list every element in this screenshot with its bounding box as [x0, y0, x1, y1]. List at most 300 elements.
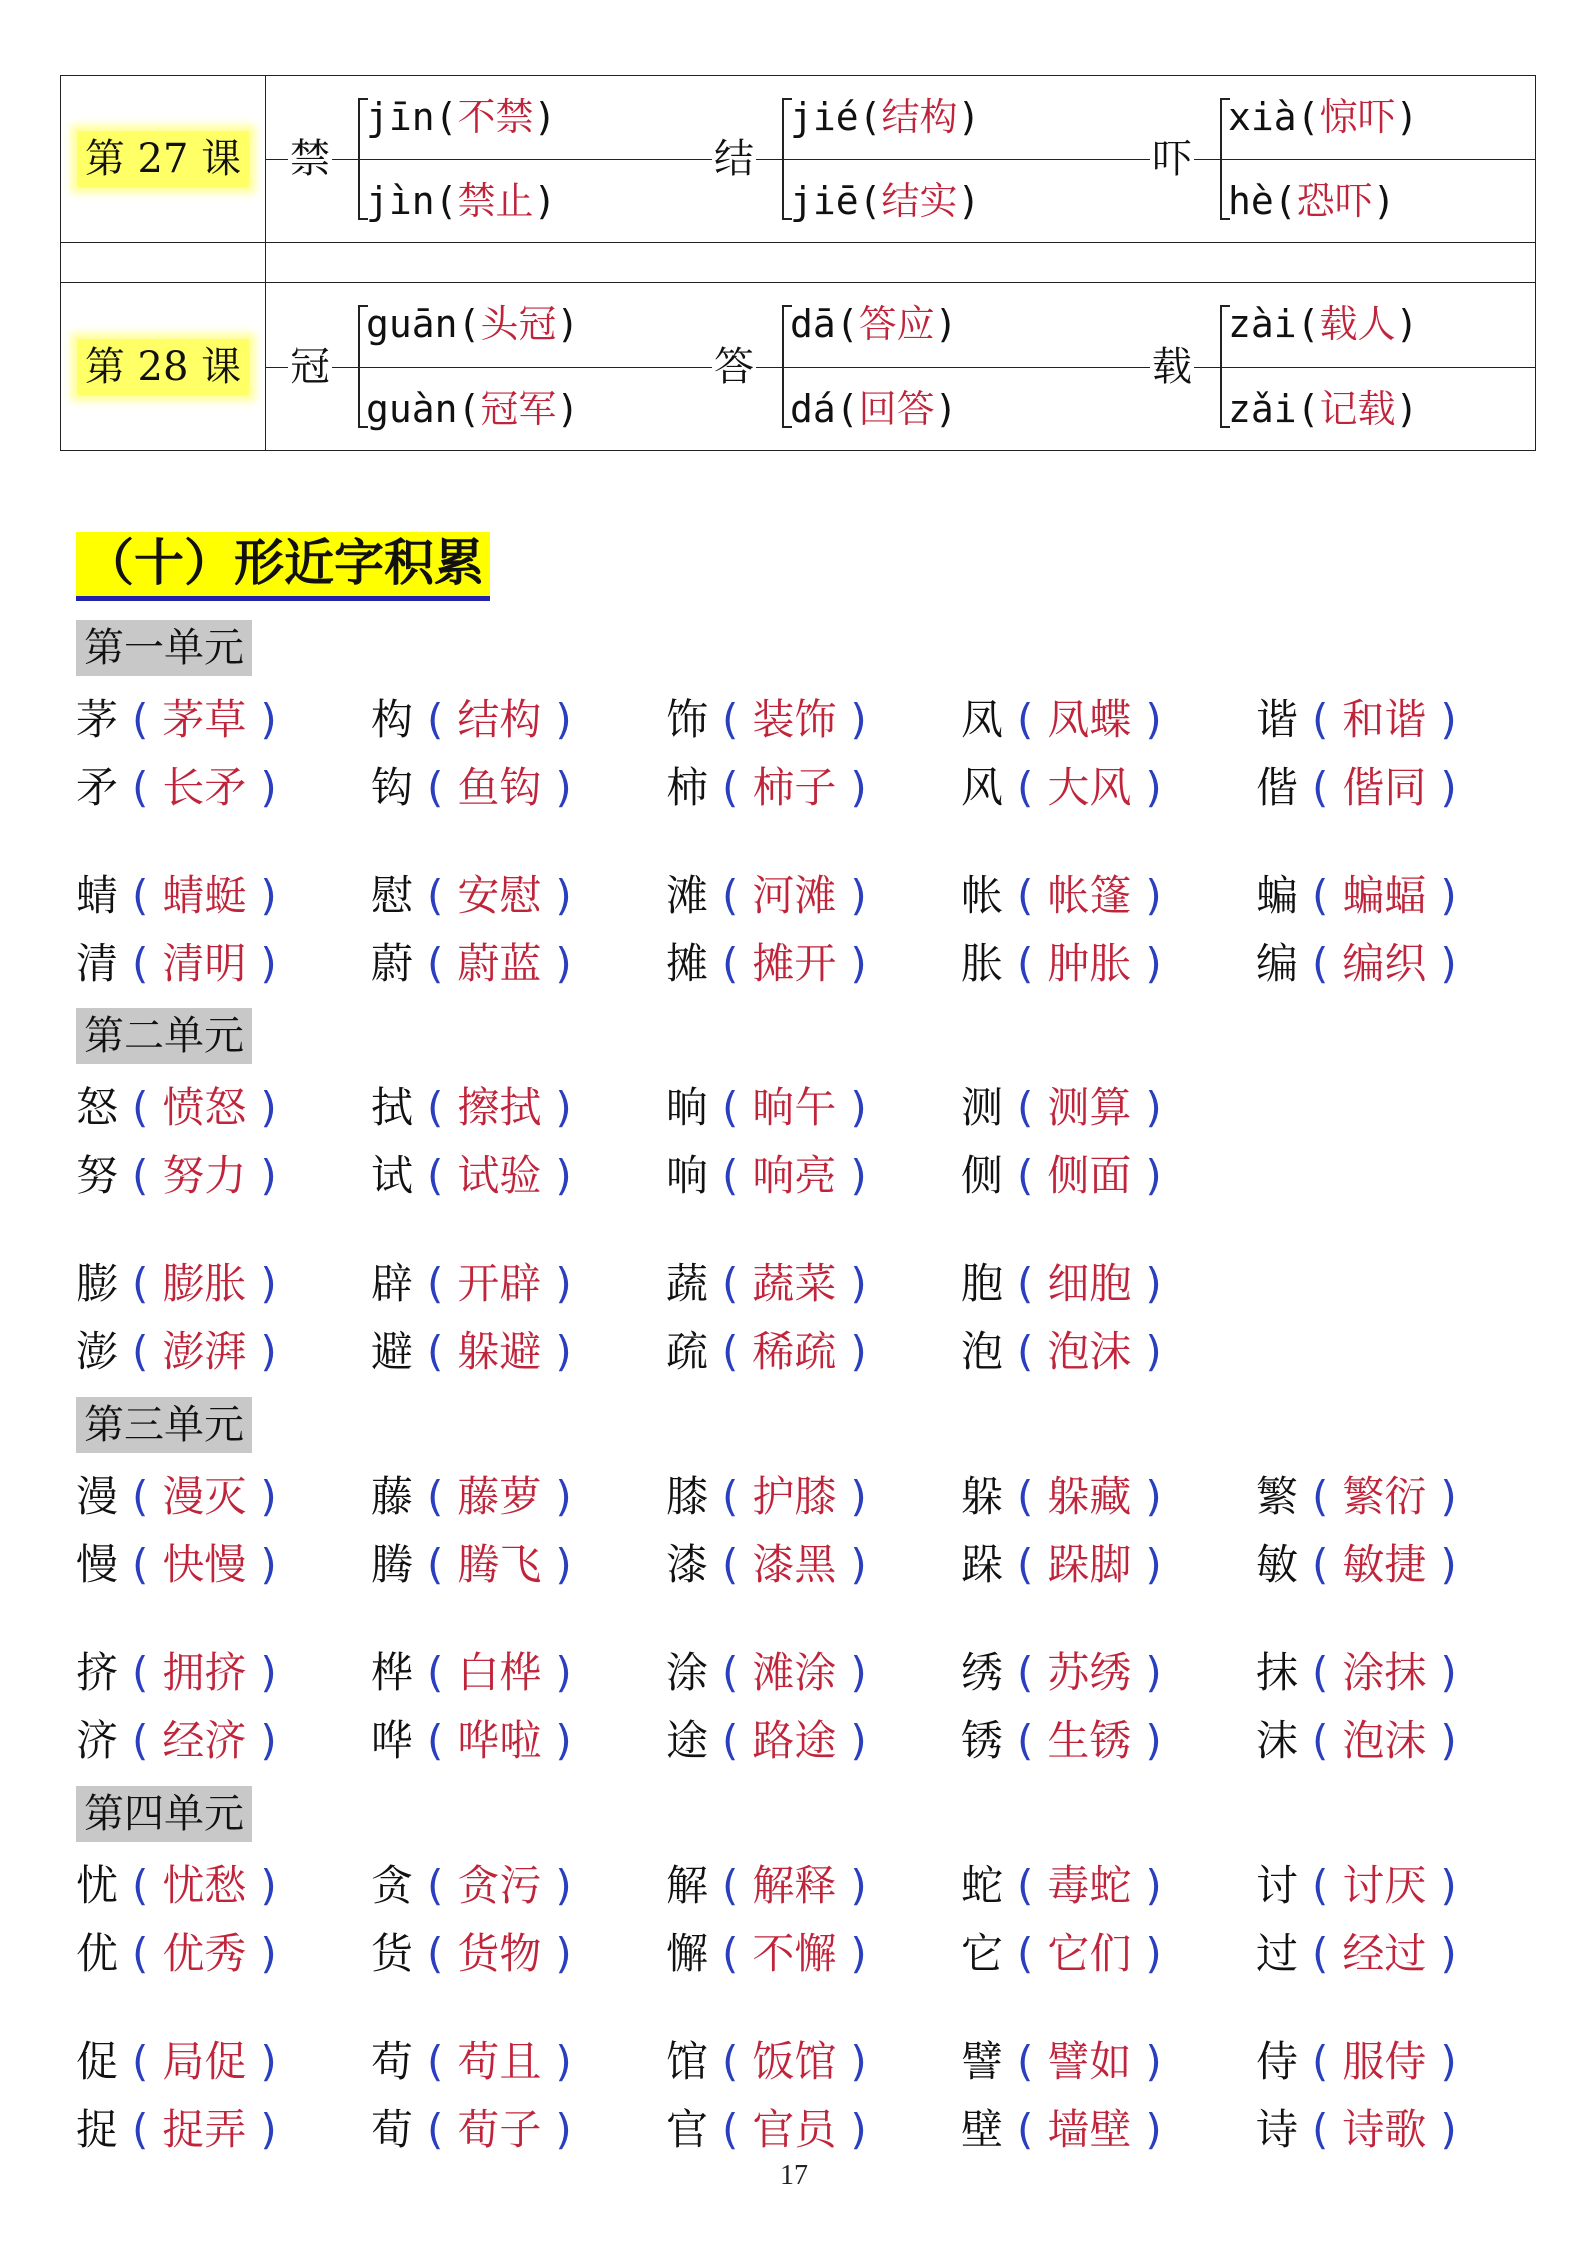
- character: 偕: [1256, 763, 1299, 812]
- open-paren: (: [1312, 2037, 1329, 2086]
- close-paren: ): [850, 1151, 867, 1200]
- character-entry: [76, 1256, 291, 1312]
- character-row: [76, 1926, 1536, 1982]
- example-word: 躲避: [457, 1327, 542, 1376]
- character-row: [76, 2034, 1536, 2090]
- character: 抹: [1256, 1648, 1299, 1697]
- reading-top: guān(头冠): [366, 302, 580, 346]
- character: 官: [666, 2105, 709, 2154]
- open-paren: (: [427, 1151, 444, 1200]
- example-word: 哗啦: [457, 1716, 542, 1765]
- open-paren: (: [722, 695, 739, 744]
- open-paren: (: [132, 1540, 149, 1589]
- character: 捉: [76, 2105, 119, 2154]
- reading-bottom: zǎi(记载): [1228, 387, 1419, 431]
- open-paren: (: [1017, 1151, 1034, 1200]
- character: 膨: [76, 1259, 119, 1308]
- close-paren: ): [850, 1540, 867, 1589]
- open-paren: (: [1017, 763, 1034, 812]
- character-entry: [666, 1858, 881, 1914]
- example-word: 河滩: [752, 871, 837, 920]
- character-row: [76, 2102, 1536, 2158]
- character-entry: [961, 1148, 1176, 1204]
- character-entry: [76, 1537, 291, 1593]
- close-paren: ): [850, 1929, 867, 1978]
- poly-char: 禁: [290, 136, 330, 182]
- character-row: [76, 1469, 1536, 1525]
- open-paren: (: [1017, 871, 1034, 920]
- character: 蔚: [371, 939, 414, 988]
- character: 它: [961, 1929, 1004, 1978]
- character: 辟: [371, 1259, 414, 1308]
- close-paren: ): [555, 1929, 572, 1978]
- open-paren: (: [132, 939, 149, 988]
- character-entry: [961, 1469, 1176, 1525]
- close-paren: ): [555, 763, 572, 812]
- character-entry: [1256, 2102, 1471, 2158]
- close-paren: ): [1440, 939, 1457, 988]
- character-entry: [76, 1858, 291, 1914]
- example-word: 苟且: [457, 2037, 542, 2086]
- unit-label: 第一单元: [76, 620, 252, 676]
- character: 懈: [666, 1929, 709, 1978]
- character-entry: [371, 760, 586, 816]
- character: 柿: [666, 763, 709, 812]
- open-paren: (: [1017, 695, 1034, 744]
- example-word: 苏绣: [1047, 1648, 1132, 1697]
- example-word: 澎湃: [162, 1327, 247, 1376]
- close-paren: ): [555, 1472, 572, 1521]
- character-entry: [76, 1148, 291, 1204]
- close-paren: ): [1440, 1861, 1457, 1910]
- lesson-row-28: [61, 283, 1535, 450]
- character: 诗: [1256, 2105, 1299, 2154]
- open-paren: (: [1312, 1472, 1329, 1521]
- example-word: 侧面: [1047, 1151, 1132, 1200]
- character-row: [76, 1713, 1536, 1769]
- example-word: 毒蛇: [1047, 1861, 1132, 1910]
- example-word: 漫灭: [162, 1472, 247, 1521]
- example-word: 饭馆: [752, 2037, 837, 2086]
- close-paren: ): [850, 1259, 867, 1308]
- example-word: 安慰: [457, 871, 542, 920]
- close-paren: ): [555, 2037, 572, 2086]
- character: 疏: [666, 1327, 709, 1376]
- close-paren: ): [850, 1861, 867, 1910]
- section-title: （十）形近字积累: [76, 532, 490, 601]
- example-word: 开辟: [457, 1259, 542, 1308]
- character-entry: [371, 692, 586, 748]
- example-word: 结构: [457, 695, 542, 744]
- open-paren: (: [427, 695, 444, 744]
- open-paren: (: [1017, 1540, 1034, 1589]
- open-paren: (: [132, 2037, 149, 2086]
- close-paren: ): [1440, 871, 1457, 920]
- open-paren: (: [427, 763, 444, 812]
- character-entry: [371, 1256, 586, 1312]
- example-word: 忧愁: [162, 1861, 247, 1910]
- character: 构: [371, 695, 414, 744]
- close-paren: ): [260, 1861, 277, 1910]
- close-paren: ): [260, 2037, 277, 2086]
- character-entry: [76, 1324, 291, 1380]
- reading-top: dā(答应): [790, 302, 958, 346]
- character-entry: [666, 692, 881, 748]
- character-entry: [666, 1537, 881, 1593]
- unit-label: 第四单元: [76, 1786, 252, 1842]
- example-word: 腾飞: [457, 1540, 542, 1589]
- close-paren: ): [260, 1540, 277, 1589]
- character-entry: [1256, 1713, 1471, 1769]
- character-entry: [371, 936, 586, 992]
- example-word: 拥挤: [162, 1648, 247, 1697]
- example-word: 快慢: [162, 1540, 247, 1589]
- character: 编: [1256, 939, 1299, 988]
- character: 胞: [961, 1259, 1004, 1308]
- character: 躲: [961, 1472, 1004, 1521]
- character-entry: [961, 936, 1176, 992]
- open-paren: (: [132, 695, 149, 744]
- open-paren: (: [722, 1929, 739, 1978]
- character-entry: [1256, 692, 1471, 748]
- character-entry: [666, 1469, 881, 1525]
- character: 贪: [371, 1861, 414, 1910]
- character-entry: [961, 1645, 1176, 1701]
- character: 帐: [961, 871, 1004, 920]
- character: 茅: [76, 695, 119, 744]
- open-paren: (: [1017, 1648, 1034, 1697]
- character-entry: [1256, 936, 1471, 992]
- example-word: 跺脚: [1047, 1540, 1132, 1589]
- open-paren: (: [427, 1259, 444, 1308]
- reading-bottom: guàn(冠军): [366, 387, 580, 431]
- example-word: 愤怒: [162, 1083, 247, 1132]
- close-paren: ): [555, 2105, 572, 2154]
- example-word: 藤萝: [457, 1472, 542, 1521]
- close-paren: ): [850, 2037, 867, 2086]
- close-paren: ): [1145, 1259, 1162, 1308]
- character: 优: [76, 1929, 119, 1978]
- open-paren: (: [427, 2105, 444, 2154]
- character: 解: [666, 1861, 709, 1910]
- character: 侧: [961, 1151, 1004, 1200]
- close-paren: ): [260, 1327, 277, 1376]
- character: 哗: [371, 1716, 414, 1765]
- unit-label: 第三单元: [76, 1397, 252, 1453]
- open-paren: (: [1017, 1861, 1034, 1910]
- reading-bottom: jiē(结实): [790, 179, 981, 223]
- character-row: [76, 760, 1536, 816]
- character-entry: [1256, 1858, 1471, 1914]
- character-entry: [1256, 1645, 1471, 1701]
- character: 挤: [76, 1648, 119, 1697]
- character-row: [76, 1645, 1536, 1701]
- open-paren: (: [1017, 1083, 1034, 1132]
- character-entry: [76, 1926, 291, 1982]
- character-entry: [666, 1148, 881, 1204]
- open-paren: (: [427, 1716, 444, 1765]
- open-paren: (: [722, 1151, 739, 1200]
- example-word: 蝙蝠: [1342, 871, 1427, 920]
- unit-label: 第二单元: [76, 1008, 252, 1064]
- character: 讨: [1256, 1861, 1299, 1910]
- reading-top: jié(结构): [790, 95, 981, 139]
- character-entry: [1256, 2034, 1471, 2090]
- character: 测: [961, 1083, 1004, 1132]
- character: 沫: [1256, 1716, 1299, 1765]
- close-paren: ): [555, 1540, 572, 1589]
- character-row: [76, 868, 1536, 924]
- character-entry: [666, 2034, 881, 2090]
- close-paren: ): [555, 1648, 572, 1697]
- example-word: 偕同: [1342, 763, 1427, 812]
- character-row: [76, 1324, 1536, 1380]
- character-entry: [666, 1926, 881, 1982]
- close-paren: ): [260, 871, 277, 920]
- close-paren: ): [1145, 1716, 1162, 1765]
- close-paren: ): [260, 1648, 277, 1697]
- poly-group: [712, 76, 1112, 242]
- character: 蜻: [76, 871, 119, 920]
- character-entry: [371, 1926, 586, 1982]
- close-paren: ): [260, 939, 277, 988]
- close-paren: ): [555, 1151, 572, 1200]
- example-word: 晌午: [752, 1083, 837, 1132]
- character: 钩: [371, 763, 414, 812]
- close-paren: ): [555, 1716, 572, 1765]
- character-entry: [666, 1324, 881, 1380]
- character-entry: [76, 2102, 291, 2158]
- poly-char: 吓: [1152, 136, 1192, 182]
- open-paren: (: [1017, 939, 1034, 988]
- character-entry: [1256, 1469, 1471, 1525]
- character: 矛: [76, 763, 119, 812]
- example-word: 茅草: [162, 695, 247, 744]
- example-word: 解释: [752, 1861, 837, 1910]
- character: 壁: [961, 2105, 1004, 2154]
- example-word: 响亮: [752, 1151, 837, 1200]
- character-entry: [961, 1713, 1176, 1769]
- character: 慰: [371, 871, 414, 920]
- open-paren: (: [427, 2037, 444, 2086]
- close-paren: ): [555, 1327, 572, 1376]
- character-entry: [76, 692, 291, 748]
- character-entry: [1256, 1537, 1471, 1593]
- open-paren: (: [132, 1716, 149, 1765]
- character-entry: [1256, 760, 1471, 816]
- character-entry: [961, 2102, 1176, 2158]
- open-paren: (: [722, 2105, 739, 2154]
- close-paren: ): [1145, 1861, 1162, 1910]
- example-word: 它们: [1047, 1929, 1132, 1978]
- character-entry: [961, 692, 1176, 748]
- example-word: 护膝: [752, 1472, 837, 1521]
- example-word: 柿子: [752, 763, 837, 812]
- spacer-row: [61, 243, 1535, 283]
- character-entry: [666, 936, 881, 992]
- close-paren: ): [1145, 1472, 1162, 1521]
- close-paren: ): [260, 1151, 277, 1200]
- character: 绣: [961, 1648, 1004, 1697]
- character: 努: [76, 1151, 119, 1200]
- readings-cell: [266, 283, 1535, 450]
- character-row: [76, 1080, 1536, 1136]
- example-word: 譬如: [1047, 2037, 1132, 2086]
- poly-group: [288, 283, 688, 450]
- example-word: 局促: [162, 2037, 247, 2086]
- character: 清: [76, 939, 119, 988]
- character: 滩: [666, 871, 709, 920]
- page-number: 17: [780, 2160, 808, 2191]
- character-entry: [76, 936, 291, 992]
- example-word: 稀疏: [752, 1327, 837, 1376]
- example-word: 荀子: [457, 2105, 542, 2154]
- character: 凤: [961, 695, 1004, 744]
- open-paren: (: [132, 1472, 149, 1521]
- character-entry: [76, 760, 291, 816]
- open-paren: (: [1017, 2037, 1034, 2086]
- character-entry: [961, 2034, 1176, 2090]
- character: 忧: [76, 1861, 119, 1910]
- open-paren: (: [722, 1327, 739, 1376]
- character: 漫: [76, 1472, 119, 1521]
- close-paren: ): [1145, 871, 1162, 920]
- character-entry: [371, 2034, 586, 2090]
- example-word: 官员: [752, 2105, 837, 2154]
- poly-char: 载: [1152, 343, 1192, 390]
- character: 跺: [961, 1540, 1004, 1589]
- open-paren: (: [1312, 1648, 1329, 1697]
- example-word: 讨厌: [1342, 1861, 1427, 1910]
- character-entry: [961, 868, 1176, 924]
- character: 泡: [961, 1327, 1004, 1376]
- character: 腾: [371, 1540, 414, 1589]
- close-paren: ): [260, 2105, 277, 2154]
- close-paren: ): [850, 695, 867, 744]
- character: 饰: [666, 695, 709, 744]
- open-paren: (: [722, 1648, 739, 1697]
- character: 慢: [76, 1540, 119, 1589]
- close-paren: ): [1145, 695, 1162, 744]
- character: 膝: [666, 1472, 709, 1521]
- lesson-label: 第 27 课: [77, 131, 249, 187]
- close-paren: ): [555, 695, 572, 744]
- open-paren: (: [1017, 1716, 1034, 1765]
- close-paren: ): [1145, 1929, 1162, 1978]
- character: 避: [371, 1327, 414, 1376]
- open-paren: (: [427, 1327, 444, 1376]
- open-paren: (: [427, 1648, 444, 1697]
- example-word: 大风: [1047, 763, 1132, 812]
- character: 蔬: [666, 1259, 709, 1308]
- close-paren: ): [850, 939, 867, 988]
- character-entry: [1256, 1926, 1471, 1982]
- character: 漆: [666, 1540, 709, 1589]
- example-word: 肿胀: [1047, 939, 1132, 988]
- close-paren: ): [1145, 2037, 1162, 2086]
- example-word: 细胞: [1047, 1259, 1132, 1308]
- lesson-cell: [61, 243, 266, 282]
- open-paren: (: [427, 1472, 444, 1521]
- open-paren: (: [132, 1151, 149, 1200]
- open-paren: (: [132, 1648, 149, 1697]
- character-row: [76, 1858, 1536, 1914]
- close-paren: ): [1440, 763, 1457, 812]
- character-entry: [76, 2034, 291, 2090]
- character-entry: [666, 1713, 881, 1769]
- lesson-row-27: [61, 76, 1535, 243]
- close-paren: ): [850, 1716, 867, 1765]
- example-word: 繁衍: [1342, 1472, 1427, 1521]
- example-word: 膨胀: [162, 1259, 247, 1308]
- example-word: 捉弄: [162, 2105, 247, 2154]
- example-word: 经过: [1342, 1929, 1427, 1978]
- character: 济: [76, 1716, 119, 1765]
- open-paren: (: [132, 1327, 149, 1376]
- close-paren: ): [1145, 1083, 1162, 1132]
- example-word: 躲藏: [1047, 1472, 1132, 1521]
- open-paren: (: [1312, 1861, 1329, 1910]
- readings-cell: [266, 243, 1535, 282]
- open-paren: (: [1017, 2105, 1034, 2154]
- open-paren: (: [427, 939, 444, 988]
- close-paren: ): [260, 763, 277, 812]
- open-paren: (: [722, 1259, 739, 1308]
- close-paren: ): [260, 695, 277, 744]
- close-paren: ): [1440, 2105, 1457, 2154]
- character-entry: [961, 1858, 1176, 1914]
- example-word: 泡沫: [1047, 1327, 1132, 1376]
- character: 货: [371, 1929, 414, 1978]
- character-entry: [1256, 868, 1471, 924]
- open-paren: (: [1312, 1929, 1329, 1978]
- open-paren: (: [722, 1861, 739, 1910]
- close-paren: ): [1145, 1540, 1162, 1589]
- example-word: 白桦: [457, 1648, 542, 1697]
- example-word: 凤蝶: [1047, 695, 1132, 744]
- character: 促: [76, 2037, 119, 2086]
- character-entry: [961, 1926, 1176, 1982]
- poly-char: 结: [714, 136, 754, 182]
- character-entry: [371, 868, 586, 924]
- close-paren: ): [1440, 1472, 1457, 1521]
- character: 桦: [371, 1648, 414, 1697]
- example-word: 墙壁: [1047, 2105, 1132, 2154]
- character: 锈: [961, 1716, 1004, 1765]
- close-paren: ): [850, 763, 867, 812]
- close-paren: ): [850, 1327, 867, 1376]
- close-paren: ): [1145, 1327, 1162, 1376]
- open-paren: (: [1312, 763, 1329, 812]
- character-entry: [666, 1645, 881, 1701]
- poly-group: [1150, 283, 1530, 450]
- lesson-cell: [61, 76, 266, 242]
- close-paren: ): [555, 871, 572, 920]
- close-paren: ): [850, 1472, 867, 1521]
- example-word: 鱼钩: [457, 763, 542, 812]
- character-entry: [666, 1080, 881, 1136]
- example-word: 摊开: [752, 939, 837, 988]
- character: 摊: [666, 939, 709, 988]
- open-paren: (: [722, 1472, 739, 1521]
- character-entry: [76, 1080, 291, 1136]
- close-paren: ): [850, 871, 867, 920]
- character-entry: [961, 760, 1176, 816]
- close-paren: ): [1440, 2037, 1457, 2086]
- character-entry: [961, 1537, 1176, 1593]
- character-entry: [371, 1080, 586, 1136]
- close-paren: ): [260, 1259, 277, 1308]
